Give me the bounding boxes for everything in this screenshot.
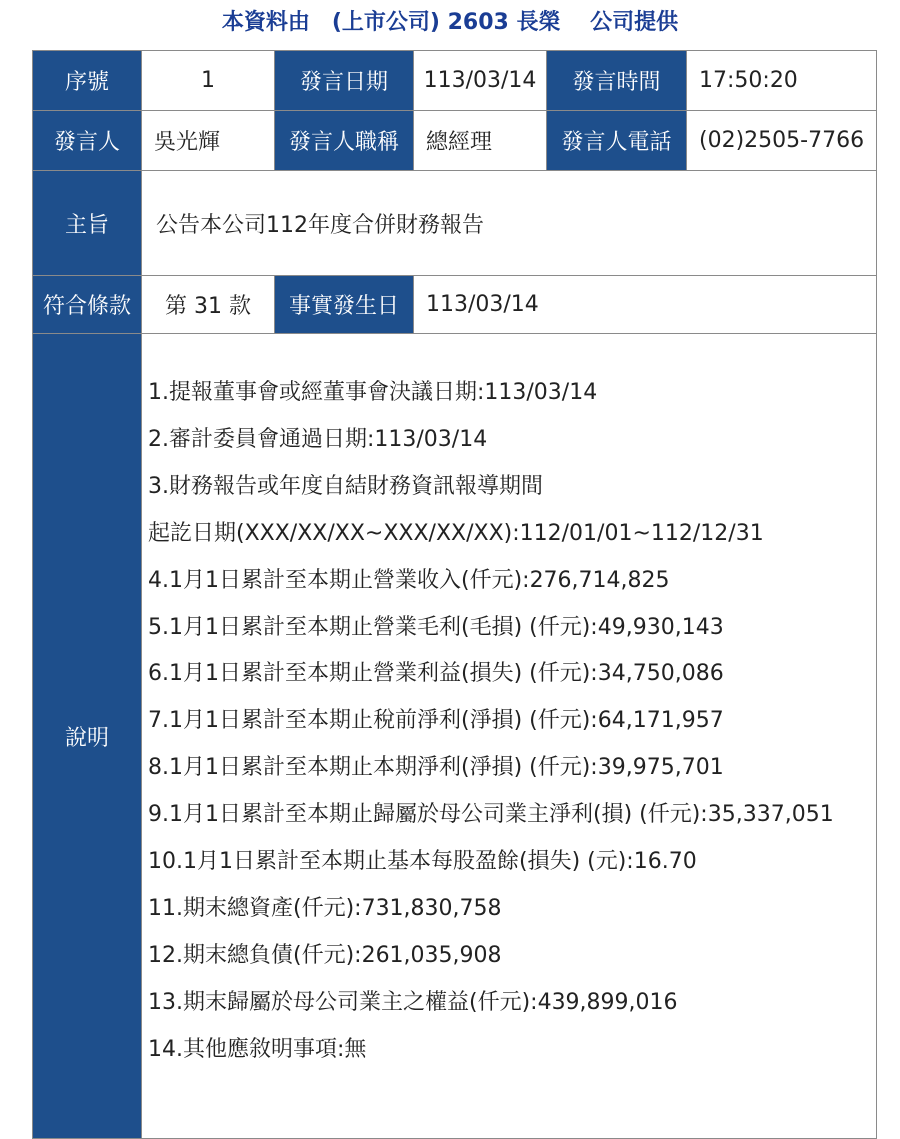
fact-date-value: 113/03/14 <box>414 276 877 334</box>
table-row <box>33 334 877 1139</box>
description-content <box>142 334 877 1139</box>
description-label: 說明 <box>33 334 142 1139</box>
table-row <box>33 276 877 334</box>
speaker-phone-label: 發言人電話 <box>547 111 687 171</box>
subject-label: 主旨 <box>33 171 142 276</box>
speaker-title-label: 發言人職稱 <box>275 111 414 171</box>
description-line: 13.期末歸屬於母公司業主之權益(仟元):439,899,016 <box>148 989 678 1015</box>
description-line: 起訖日期(XXX/XX/XX~XXX/XX/XX):112/01/01~112/12/31 <box>148 520 764 546</box>
description-line: 2.審計委員會通過日期:113/03/14 <box>148 426 488 452</box>
description-line: 1.提報董事會或經董事會決議日期:113/03/14 <box>148 380 598 405</box>
description-line: 12.期末總負債(仟元):261,035,908 <box>148 942 502 968</box>
seq-label: 序號 <box>33 51 142 111</box>
speaker-value: 吳光輝 <box>142 111 275 171</box>
table-row <box>33 51 877 111</box>
seq-value: 1 <box>142 51 275 111</box>
speaker-phone-value: (02)2505-7766 <box>687 111 877 171</box>
clause-label: 符合條款 <box>33 276 142 334</box>
speaker-title-value: 總經理 <box>414 111 547 171</box>
clause-value: 第 31 款 <box>142 276 275 334</box>
speaker-label: 發言人 <box>33 111 142 171</box>
description-line: 5.1月1日累計至本期止營業毛利(毛損) (仟元):49,930,143 <box>148 614 724 640</box>
description-line: 14.其他應敘明事項:無 <box>148 1036 367 1062</box>
announce-date-label: 發言日期 <box>275 51 414 111</box>
description-line: 9.1月1日累計至本期止歸屬於母公司業主淨利(損) (仟元):35,337,051 <box>148 802 834 828</box>
announcement-table <box>32 50 877 1139</box>
description-line: 6.1月1日累計至本期止營業利益(損失) (仟元):34,750,086 <box>148 661 724 687</box>
announce-time-value: 17:50:20 <box>687 51 877 111</box>
subject-value: 公告本公司112年度合併財務報告 <box>142 171 877 276</box>
table-row <box>33 111 877 171</box>
description-line: 11.期末總資產(仟元):731,830,758 <box>148 895 502 921</box>
fact-date-label: 事實發生日 <box>275 276 414 334</box>
description-line: 10.1月1日累計至本期止基本每股盈餘(損失) (元):16.70 <box>148 849 697 875</box>
announce-date-value: 113/03/14 <box>414 51 547 111</box>
description-line: 8.1月1日累計至本期止本期淨利(淨損) (仟元):39,975,701 <box>148 755 724 781</box>
page-title: 本資料由 (上市公司) 2603 長榮 公司提供 <box>221 10 679 35</box>
description-line: 7.1月1日累計至本期止稅前淨利(淨損) (仟元):64,171,957 <box>148 708 724 734</box>
description-line: 3.財務報告或年度自結財務資訊報導期間 <box>148 473 543 499</box>
description-line: 4.1月1日累計至本期止營業收入(仟元):276,714,825 <box>148 567 670 593</box>
table-row <box>33 171 877 276</box>
announce-time-label: 發言時間 <box>547 51 687 111</box>
